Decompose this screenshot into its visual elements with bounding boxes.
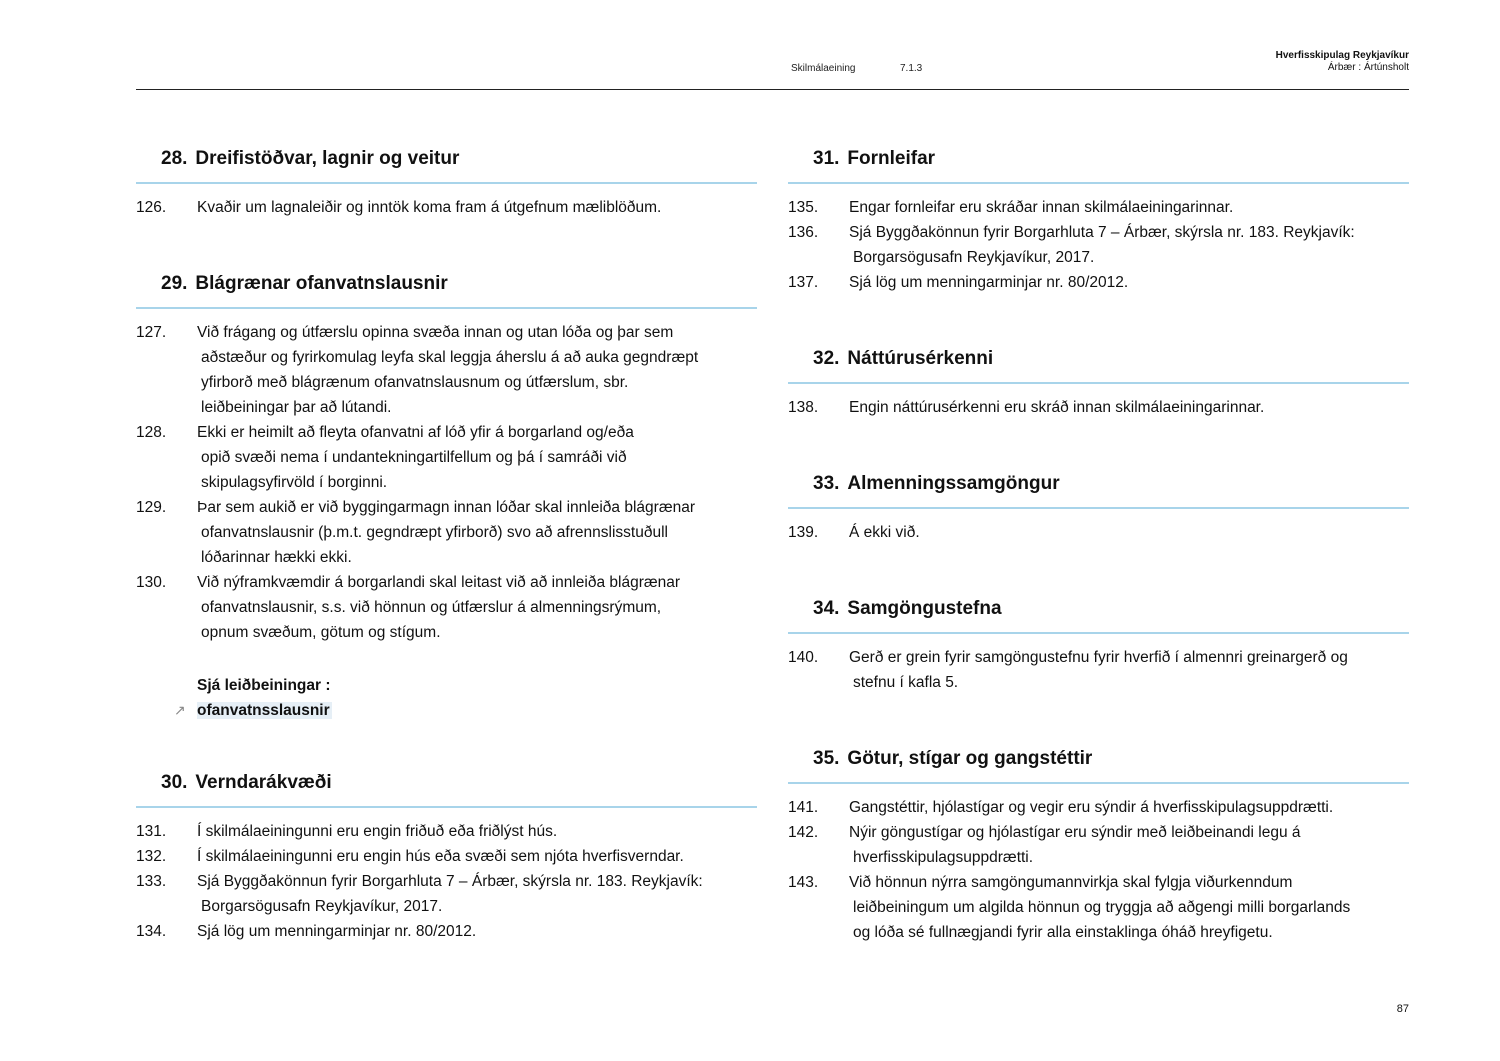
item-number: 127.	[136, 324, 167, 341]
item-list	[788, 520, 1409, 545]
item-line: Í skilmálaeiningunni eru engin hús eða svæði sem njóta hverfisverndar.	[197, 848, 684, 865]
item-text	[849, 195, 1409, 220]
header-divider	[136, 89, 1409, 90]
list-item	[136, 819, 757, 844]
section-heading	[788, 470, 1409, 498]
page-number: 87	[1396, 1003, 1409, 1015]
header-subtitle: Árbær : Ártúnsholt	[1327, 62, 1409, 73]
item-line: ofanvatnslausnir (þ.m.t. gegndræpt yfirborð) svo að afrennslisstuðull	[201, 524, 668, 541]
section-heading	[136, 270, 757, 298]
item-text	[849, 820, 1409, 870]
item-line: Við nýframkvæmdir á borgarlandi skal leitast við að innleiða blágrænar	[197, 574, 681, 591]
item-list	[788, 795, 1409, 945]
item-number: 130.	[136, 574, 167, 591]
item-list	[136, 819, 757, 944]
list-item	[788, 220, 1409, 270]
list-item	[136, 320, 757, 420]
item-line: Engar fornleifar eru skráðar innan skilmálaeiningarinnar.	[849, 199, 1234, 216]
item-text	[197, 570, 757, 645]
section-heading	[136, 769, 757, 797]
item-line: Við frágang og útfærslu opinna svæða innan og utan lóða og þar sem	[197, 324, 674, 341]
item-line: Borgarsögusafn Reykjavíkur, 2017.	[201, 898, 443, 915]
external-link-arrow-icon: ↗	[174, 702, 186, 718]
item-line: aðstæður og fyrirkomulag leyfa skal leggja áherslu á að auka gegndræpt	[201, 349, 699, 366]
list-item	[788, 820, 1409, 870]
section-number: 28.	[161, 148, 188, 169]
section-30	[136, 769, 757, 944]
item-line: Kvaðir um lagnaleiðir og inntök koma fram á útgefnum mæliblöðum.	[197, 199, 662, 216]
header-section-number: 7.1.3	[900, 63, 923, 74]
list-item	[788, 270, 1409, 295]
list-item	[136, 195, 757, 220]
item-line: Ekki er heimilt að fleyta ofanvatni af lóð yfir á borgarland og/eða	[197, 424, 634, 441]
section-number: 31.	[813, 148, 840, 169]
section-31	[788, 145, 1409, 295]
section-title: Blágrænar ofanvatnslausnir	[195, 273, 448, 294]
item-number: 129.	[136, 499, 167, 516]
item-number: 138.	[788, 399, 819, 416]
section-heading	[788, 595, 1409, 623]
item-line: Þar sem aukið er við byggingarmagn innan lóðar skal innleiða blágrænar	[197, 499, 696, 516]
section-34	[788, 595, 1409, 695]
item-list	[788, 395, 1409, 420]
guidance-link[interactable]: ofanvatnsslausnir	[197, 702, 330, 719]
item-number: 140.	[788, 649, 819, 666]
list-item	[136, 844, 757, 869]
section-heading	[788, 745, 1409, 773]
header-title-block	[1276, 50, 1409, 74]
item-number: 136.	[788, 224, 819, 241]
item-line: leiðbeiningar þar að lútandi.	[201, 399, 392, 416]
list-item	[136, 869, 757, 919]
section-title: Verndarákvæði	[195, 772, 332, 793]
item-text	[197, 919, 757, 944]
item-list	[136, 195, 757, 220]
list-item	[136, 570, 757, 645]
item-line: leiðbeiningum um algilda hönnun og tryggja að aðgengi milli borgarlands	[853, 899, 1351, 916]
item-text	[197, 320, 757, 420]
section-divider	[788, 382, 1409, 384]
item-line: Gangstéttir, hjólastígar og vegir eru sýndir á hverfisskipulagsuppdrætti.	[849, 799, 1334, 816]
item-number: 142.	[788, 824, 819, 841]
list-item	[136, 495, 757, 570]
item-number: 134.	[136, 923, 167, 940]
item-line: Sjá Byggðakönnun fyrir Borgarhluta 7 – Árbær, skýrsla nr. 183. Reykjavík:	[849, 224, 1355, 241]
guidance-label: Sjá leiðbeiningar :	[197, 677, 331, 694]
list-item	[788, 645, 1409, 695]
item-line: Á ekki við.	[849, 524, 920, 541]
section-35	[788, 745, 1409, 945]
item-line: og lóða sé fullnægjandi fyrir alla einstaklinga óháð hreyfigetu.	[853, 924, 1273, 941]
item-list	[136, 320, 757, 645]
list-item	[136, 919, 757, 944]
item-line: hverfisskipulagsuppdrætti.	[853, 849, 1034, 866]
item-text	[849, 395, 1409, 420]
section-divider	[788, 782, 1409, 784]
section-title: Götur, stígar og gangstéttir	[847, 748, 1093, 769]
item-number: 135.	[788, 199, 819, 216]
section-divider	[136, 307, 757, 309]
section-number: 34.	[813, 598, 840, 619]
section-32	[788, 345, 1409, 420]
item-line: yfirborð með blágrænum ofanvatnslausnum og útfærslum, sbr.	[201, 374, 629, 391]
section-title: Dreifistöðvar, lagnir og veitur	[195, 148, 460, 169]
item-line: lóðarinnar hækki ekki.	[201, 549, 352, 566]
item-text	[849, 220, 1409, 270]
item-text	[849, 795, 1409, 820]
item-line: Borgarsögusafn Reykjavíkur, 2017.	[853, 249, 1095, 266]
item-line: Nýir göngustígar og hjólastígar eru sýndir með leiðbeinandi legu á	[849, 824, 1301, 841]
section-title: Almenningssamgöngur	[847, 473, 1060, 494]
item-line: skipulagsyfirvöld í borginni.	[201, 474, 388, 491]
item-text	[849, 870, 1409, 945]
item-text	[197, 869, 757, 919]
section-divider	[136, 806, 757, 808]
list-item	[788, 520, 1409, 545]
item-number: 131.	[136, 823, 167, 840]
item-line: Sjá Byggðakönnun fyrir Borgarhluta 7 – Árbær, skýrsla nr. 183. Reykjavík:	[197, 873, 703, 890]
list-item	[788, 795, 1409, 820]
section-title: Fornleifar	[847, 148, 936, 169]
item-line: stefnu í kafla 5.	[853, 674, 959, 691]
item-number: 132.	[136, 848, 167, 865]
item-line: Sjá lög um menningarminjar nr. 80/2012.	[849, 274, 1129, 291]
item-list	[788, 645, 1409, 695]
item-line: Í skilmálaeiningunni eru engin friðuð eða friðlýst hús.	[197, 823, 558, 840]
section-heading	[788, 145, 1409, 173]
item-line: Gerð er grein fyrir samgöngustefnu fyrir hverfið í almennri greinargerð og	[849, 649, 1348, 666]
item-line: ofanvatnslausnir, s.s. við hönnun og útfærslur á almenningsrýmum,	[201, 599, 662, 616]
list-item	[136, 420, 757, 495]
section-number: 33.	[813, 473, 840, 494]
item-text	[849, 270, 1409, 295]
section-divider	[136, 182, 757, 184]
section-title: Samgöngustefna	[847, 598, 1002, 619]
item-number: 139.	[788, 524, 819, 541]
section-number: 30.	[161, 772, 188, 793]
item-text	[197, 844, 757, 869]
item-number: 141.	[788, 799, 819, 816]
guidance-block	[174, 673, 332, 723]
item-line: Við hönnun nýrra samgöngumannvirkja skal fylgja viðurkenndum	[849, 874, 1293, 891]
section-title: Náttúrusérkenni	[847, 348, 994, 369]
list-item	[788, 195, 1409, 220]
item-text	[849, 520, 1409, 545]
item-number: 143.	[788, 874, 819, 891]
item-line: opið svæði nema í undantekningartilfellum og þá í samráði við	[201, 449, 627, 466]
section-heading	[136, 145, 757, 173]
section-divider	[788, 632, 1409, 634]
section-number: 32.	[813, 348, 840, 369]
section-number: 29.	[161, 273, 188, 294]
section-number: 35.	[813, 748, 840, 769]
section-heading	[788, 345, 1409, 373]
item-list	[788, 195, 1409, 295]
section-divider	[788, 182, 1409, 184]
item-number: 126.	[136, 199, 167, 216]
section-33	[788, 470, 1409, 545]
item-text	[849, 645, 1409, 695]
item-line: Engin náttúrusérkenni eru skráð innan skilmálaeiningarinnar.	[849, 399, 1265, 416]
item-number: 137.	[788, 274, 819, 291]
item-number: 128.	[136, 424, 167, 441]
item-line: opnum svæðum, götum og stígum.	[201, 624, 441, 641]
item-text	[197, 195, 757, 220]
item-text	[197, 495, 757, 570]
header-section-label: Skilmálaeining	[791, 63, 856, 74]
item-line: Sjá lög um menningarminjar nr. 80/2012.	[197, 923, 477, 940]
item-text	[197, 420, 757, 495]
list-item	[788, 870, 1409, 945]
list-item	[788, 395, 1409, 420]
section-divider	[788, 507, 1409, 509]
header-title: Hverfisskipulag Reykjavíkur	[1275, 50, 1409, 61]
section-29	[136, 270, 757, 645]
section-28	[136, 145, 757, 220]
item-number: 133.	[136, 873, 167, 890]
item-text	[197, 819, 757, 844]
